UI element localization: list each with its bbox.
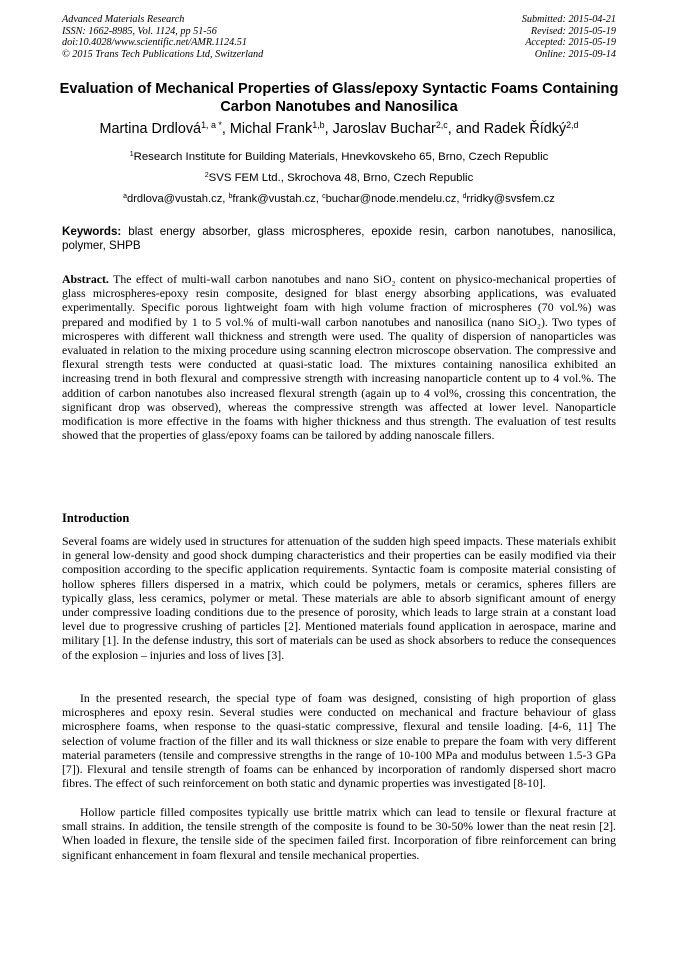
author-name: Radek Řídký (483, 121, 567, 137)
abstract-section (62, 272, 616, 442)
online-date: Online: 2015-09-14 (534, 48, 616, 60)
keywords-section (62, 225, 616, 253)
revised-date: Revised: 2015-05-19 (530, 25, 616, 37)
author-name: Jaroslav Buchar (332, 121, 436, 137)
email-mark: c (322, 193, 326, 201)
email-mark: a (123, 193, 127, 201)
author-affiliation-mark: 2,d (566, 120, 579, 131)
intro-paragraph-1: Several foams are widely used in structures for attenuation of the sudden high speed impacts. These materials exhibit in general low-density and good shock dumping characteristics and their properties can be easily modified via their composition according to the specific application requirements. Syntactic foam is composite material consisting of hollow spheres fillers dispersed in a matrix, which could be polymers, metals or ceramics, spheres fillers are typically glass, less ceramics, polymer or metal. These materials are able to absorb significant amount of energy under compressive loading conditions due to the presence of porosity, which leads to large strain at a constant load level due to progressive crushing of particles [2]. Mentioned materials found application in aerospace, marine and military [1]. In the defense industry, this sort of materials can be used as shock absorbers to reduce the consequences of the explosion – injuries and loss of lives [3]. (62, 534, 616, 662)
keywords-text: blast energy absorber, glass microspheres, epoxide resin, carbon nanotubes, nanosilica, polymer, SHPB (62, 225, 616, 252)
email-separator: , (456, 193, 463, 205)
author-affiliation-mark: 1, a * (201, 120, 222, 131)
author-separator: , (221, 121, 230, 137)
abstract-text: The effect of multi-wall carbon nanotubes and nano SiO₂ content on physico-mechanical properties of glass microspheres-epoxy resin composite, designed for blast energy absorbing applications, was evaluated experimentally. Specific porous lightweight foam with high volume fraction of microspheres (70 vol.%) was prepared and modified by 1 to 5 vol.% of multi-wall carbon nanotubes and nanosilica (nano SiO₂). Two types of microsperes with different wall thickness and strength were used. The quality of dispersion of nanoparticles was evaluated in relation to the mixing procedure using scanning electron microscope observation. The compressive and flexural strength tests were conducted at quasi-static load. The mixtures containing nanosilica exhibited an increasing trend in both flexural and compressive strength with increasing nanoparticle content up to 4 vol.%. The addition of carbon nanotubes also increased flexural strength (again up to 4 vol%, crossing this concentration, the significant drop was observed), whereas the compressive strength was affected at lower level. Nanoparticle modification is more effective in the foams with higher thickness and thus strength. The evaluation of test results showed that the properties of glass/epoxy foams can be tailored by adding nanoscale fillers. (62, 272, 616, 443)
affiliation-1 (20, 150, 658, 164)
affiliation-text: Research Institute for Building Materials, Hnevkovskeho 65, Brno, Czech Republic (133, 151, 549, 163)
author-list (20, 120, 658, 138)
affiliation-text: SVS FEM Ltd., Skrochova 48, Brno, Czech Republic (208, 172, 474, 184)
abstract-label: Abstract. (62, 272, 109, 286)
introduction-heading: Introduction (62, 511, 130, 525)
author-name: Michal Frank (229, 121, 313, 137)
email-address[interactable]: buchar@node.mendelu.cz (325, 193, 457, 205)
intro-paragraph-3: Hollow particle filled composites typically use brittle matrix which can lead to tensile or flexural fracture at small strains. In addition, the tensile strength of the composite is found to be 30-50% lower than the neat resin [2]. When loaded in flexure, the tensile side of the specimen failed first. Incorporation of fibre reinforcement can bring significant enhancement in foam flexural and tensile mechanical properties. (62, 805, 616, 862)
email-address[interactable]: frank@vustah.cz (232, 193, 316, 205)
author-emails (20, 192, 658, 206)
affiliation-2 (20, 171, 658, 185)
author-affiliation-mark: 1,b (312, 120, 325, 131)
email-mark: d (462, 193, 467, 201)
email-separator: , (315, 193, 323, 205)
affiliation-mark: 1 (129, 151, 134, 159)
keywords-label: Keywords: (62, 225, 122, 238)
intro-paragraph-2: In the presented research, the special type of foam was designed, consisting of high proportion of glass microspheres and epoxy resin. Several studies were conducted on mechanical and fracture behaviour of glass microsphere foams, when response to the quasi-static compressive, flexural and tensile loading. [4-6, 11] The selection of volume fraction of the filler and its wall thickness or size enable to prepare the foam with very different material parameters (tensile and compressive strengths in the range of 10-100 MPa and modulus between 1.5-3 GPa [7]). Flexural and tensile strength of foams can be enhanced by incorporation of randomly dispersed short macro fibres. The effect of such reinforcement on both static and dynamic properties was investigated [8-10]. (62, 691, 616, 791)
accepted-date: Accepted: 2015-05-19 (525, 37, 616, 49)
affiliation-mark: 2 (204, 172, 209, 180)
email-separator: , (222, 193, 229, 205)
author-separator: , (324, 121, 333, 137)
author-separator: , and (447, 121, 484, 137)
doi-line: doi:10.4028/www.scientific.net/AMR.1124.51 (62, 37, 247, 49)
submission-dates (522, 14, 616, 60)
journal-name: Advanced Materials Research (62, 14, 185, 25)
author-name: Martina Drdlová (99, 121, 202, 137)
email-address[interactable]: rridky@svsfem.cz (466, 193, 555, 205)
email-mark: b (228, 193, 233, 201)
submitted-date: Submitted: 2015-04-21 (521, 14, 616, 25)
email-address[interactable]: drdlova@vustah.cz (126, 193, 223, 205)
journal-info (62, 14, 263, 60)
paper-title: Evaluation of Mechanical Properties of Glass/epoxy Syntactic Foams Containing Carbon Nanotubes and Nanosilica (59, 81, 619, 115)
author-affiliation-mark: 2,c (435, 120, 448, 131)
issn-line: ISSN: 1662-8985, Vol. 1124, pp 51-56 (62, 25, 217, 37)
copyright-line: © 2015 Trans Tech Publications Ltd, Switzerland (62, 48, 264, 60)
